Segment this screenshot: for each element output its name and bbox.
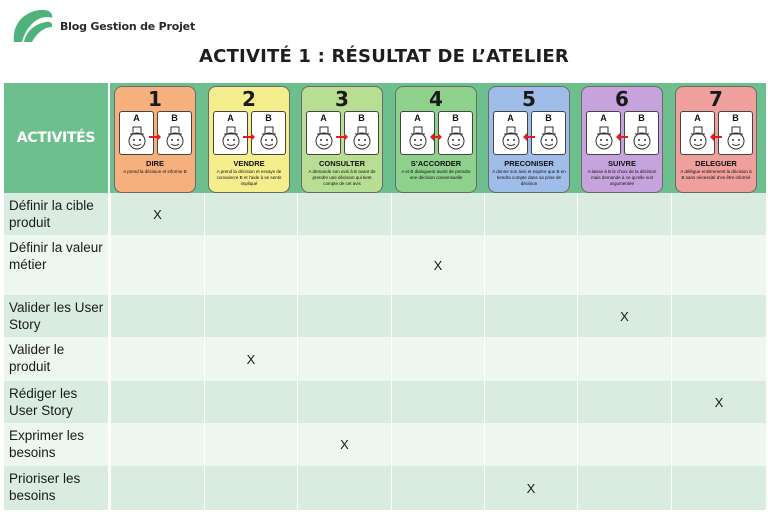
table-row — [4, 381, 766, 423]
card-name: DIRE — [146, 159, 164, 168]
matrix-cell — [484, 193, 577, 235]
person-a-card: A — [586, 111, 621, 155]
arrow-icon — [429, 129, 443, 147]
card-description: A prend la décision et essaye de convaincre B et l’aide à se sentir impliqué — [216, 169, 282, 186]
matrix-cell — [391, 466, 484, 510]
matrix-cell — [391, 381, 484, 423]
person-b-card: B — [157, 111, 192, 155]
matrix-cell — [391, 193, 484, 235]
arrow-icon — [148, 129, 162, 147]
selection-mark: X — [153, 206, 162, 222]
card-name: VENDRE — [233, 159, 265, 168]
page-title: ACTIVITÉ 1 : RÉSULTAT DE L’ATELIER — [199, 46, 569, 67]
person-a-card: A — [680, 111, 715, 155]
card-dire — [114, 86, 196, 193]
matrix-cell — [671, 466, 766, 510]
matrix-cell — [671, 423, 766, 466]
matrix-cell — [110, 337, 204, 381]
matrix-cell — [204, 337, 297, 381]
blog-logo[interactable] — [10, 8, 195, 44]
card-description: A délègue entièrement la décision à B sans nécessité d’en être informé — [680, 169, 752, 180]
card-name: CONSULTER — [318, 159, 366, 168]
activity-label: Définir la valeur métier — [4, 235, 110, 295]
card-name: S’ACCORDER — [410, 159, 462, 168]
card-suivre — [581, 86, 663, 193]
person-b-card: B — [251, 111, 286, 155]
matrix-cell — [391, 235, 484, 295]
card-number: 2 — [242, 87, 256, 111]
activities-label: ACTIVITÉS — [16, 130, 96, 146]
card-name: PRECONISER — [504, 159, 554, 168]
blog-name: Blog Gestion de Projet — [60, 19, 195, 33]
table-row — [4, 337, 766, 381]
arrow-icon — [335, 129, 349, 147]
matrix-cell — [297, 235, 391, 295]
selection-mark: X — [620, 308, 629, 324]
card-number: 7 — [709, 87, 723, 111]
card-description: A prend la décision et informe B — [123, 169, 187, 174]
person-a-card: A — [213, 111, 248, 155]
matrix-cell — [110, 466, 204, 510]
matrix-cell — [484, 423, 577, 466]
table-row — [4, 193, 766, 235]
matrix-cell — [110, 423, 204, 466]
matrix-cell — [204, 295, 297, 337]
matrix-cell — [204, 193, 297, 235]
card-description: A donne son avis et espère que B en tiendra compte dans sa prise de décision — [492, 169, 566, 186]
table-row — [4, 295, 766, 337]
selection-mark: X — [526, 480, 536, 496]
matrix-cell — [577, 466, 671, 510]
activities-header — [4, 83, 110, 193]
activity-label: Valider le produit — [4, 337, 110, 381]
table-row — [4, 235, 766, 295]
card-vendre — [208, 86, 290, 193]
matrix-cell — [110, 235, 204, 295]
person-b-card: B — [624, 111, 659, 155]
arrow-icon — [242, 129, 256, 147]
activity-matrix — [4, 83, 766, 510]
matrix-cell — [204, 466, 297, 510]
card-description: A laisse à B le choix de la décision mais demande à ce qu’elle soit argumentée — [587, 169, 657, 186]
card-name: SUIVRE — [608, 159, 636, 168]
matrix-cell — [297, 193, 391, 235]
matrix-cell — [204, 235, 297, 295]
person-b-card: B — [531, 111, 566, 155]
activity-label: Exprimer les besoins — [4, 423, 110, 466]
matrix-cell — [297, 423, 391, 466]
person-a-card: A — [400, 111, 435, 155]
card-saccorder — [395, 86, 477, 193]
matrix-cell — [110, 295, 204, 337]
matrix-cell — [484, 295, 577, 337]
table-row — [4, 466, 766, 510]
matrix-cell — [577, 235, 671, 295]
matrix-cell — [577, 193, 671, 235]
matrix-cell — [297, 466, 391, 510]
card-preconiser — [488, 86, 570, 193]
person-a-card: A — [119, 111, 154, 155]
person-b-card: B — [344, 111, 379, 155]
selection-mark: X — [246, 351, 256, 367]
card-description: A et B dialoguent avant de prendre une décision consensuelle — [401, 169, 471, 180]
activity-label: Définir la cible produit — [4, 193, 110, 235]
person-b-card: B — [718, 111, 753, 155]
matrix-cell — [297, 295, 391, 337]
activity-label: Prioriser les besoins — [4, 466, 110, 510]
person-b-card: B — [438, 111, 473, 155]
card-number: 3 — [335, 87, 349, 111]
leaf-logo-icon — [10, 8, 54, 44]
card-number: 1 — [148, 87, 162, 111]
card-number: 4 — [429, 87, 443, 111]
matrix-cell — [577, 337, 671, 381]
person-a-card: A — [493, 111, 528, 155]
matrix-cell — [110, 193, 204, 235]
matrix-cell — [391, 423, 484, 466]
selection-mark: X — [714, 394, 724, 410]
matrix-cell — [297, 381, 391, 423]
selection-mark: X — [433, 257, 443, 273]
matrix-cell — [391, 295, 484, 337]
matrix-cell — [484, 466, 577, 510]
card-consulter — [301, 86, 383, 193]
arrow-icon — [522, 129, 536, 147]
matrix-cell — [484, 381, 577, 423]
matrix-cell — [671, 337, 766, 381]
matrix-cell — [671, 235, 766, 295]
matrix-cell — [110, 381, 204, 423]
matrix-cell — [671, 381, 766, 423]
card-deleguer — [675, 86, 757, 193]
person-a-card: A — [306, 111, 341, 155]
matrix-cell — [671, 295, 766, 337]
matrix-cell — [391, 337, 484, 381]
matrix-cell — [204, 381, 297, 423]
activity-label: Rédiger les User Story — [4, 381, 110, 423]
matrix-cell — [671, 193, 766, 235]
matrix-cell — [577, 423, 671, 466]
card-description: A demande son avis à B avant de prendre une décision qui tient compte de cet avis — [308, 169, 376, 186]
matrix-cell — [204, 423, 297, 466]
matrix-cell — [577, 295, 671, 337]
arrow-icon — [709, 129, 723, 147]
table-row — [4, 423, 766, 466]
arrow-icon — [615, 129, 629, 147]
card-number: 5 — [522, 87, 536, 111]
matrix-cell — [297, 337, 391, 381]
selection-mark: X — [340, 437, 349, 452]
activity-label: Valider les User Story — [4, 295, 110, 337]
matrix-cell — [577, 381, 671, 423]
matrix-cell — [484, 235, 577, 295]
card-name: DELEGUER — [695, 159, 737, 168]
matrix-cell — [484, 337, 577, 381]
card-number: 6 — [615, 87, 629, 111]
